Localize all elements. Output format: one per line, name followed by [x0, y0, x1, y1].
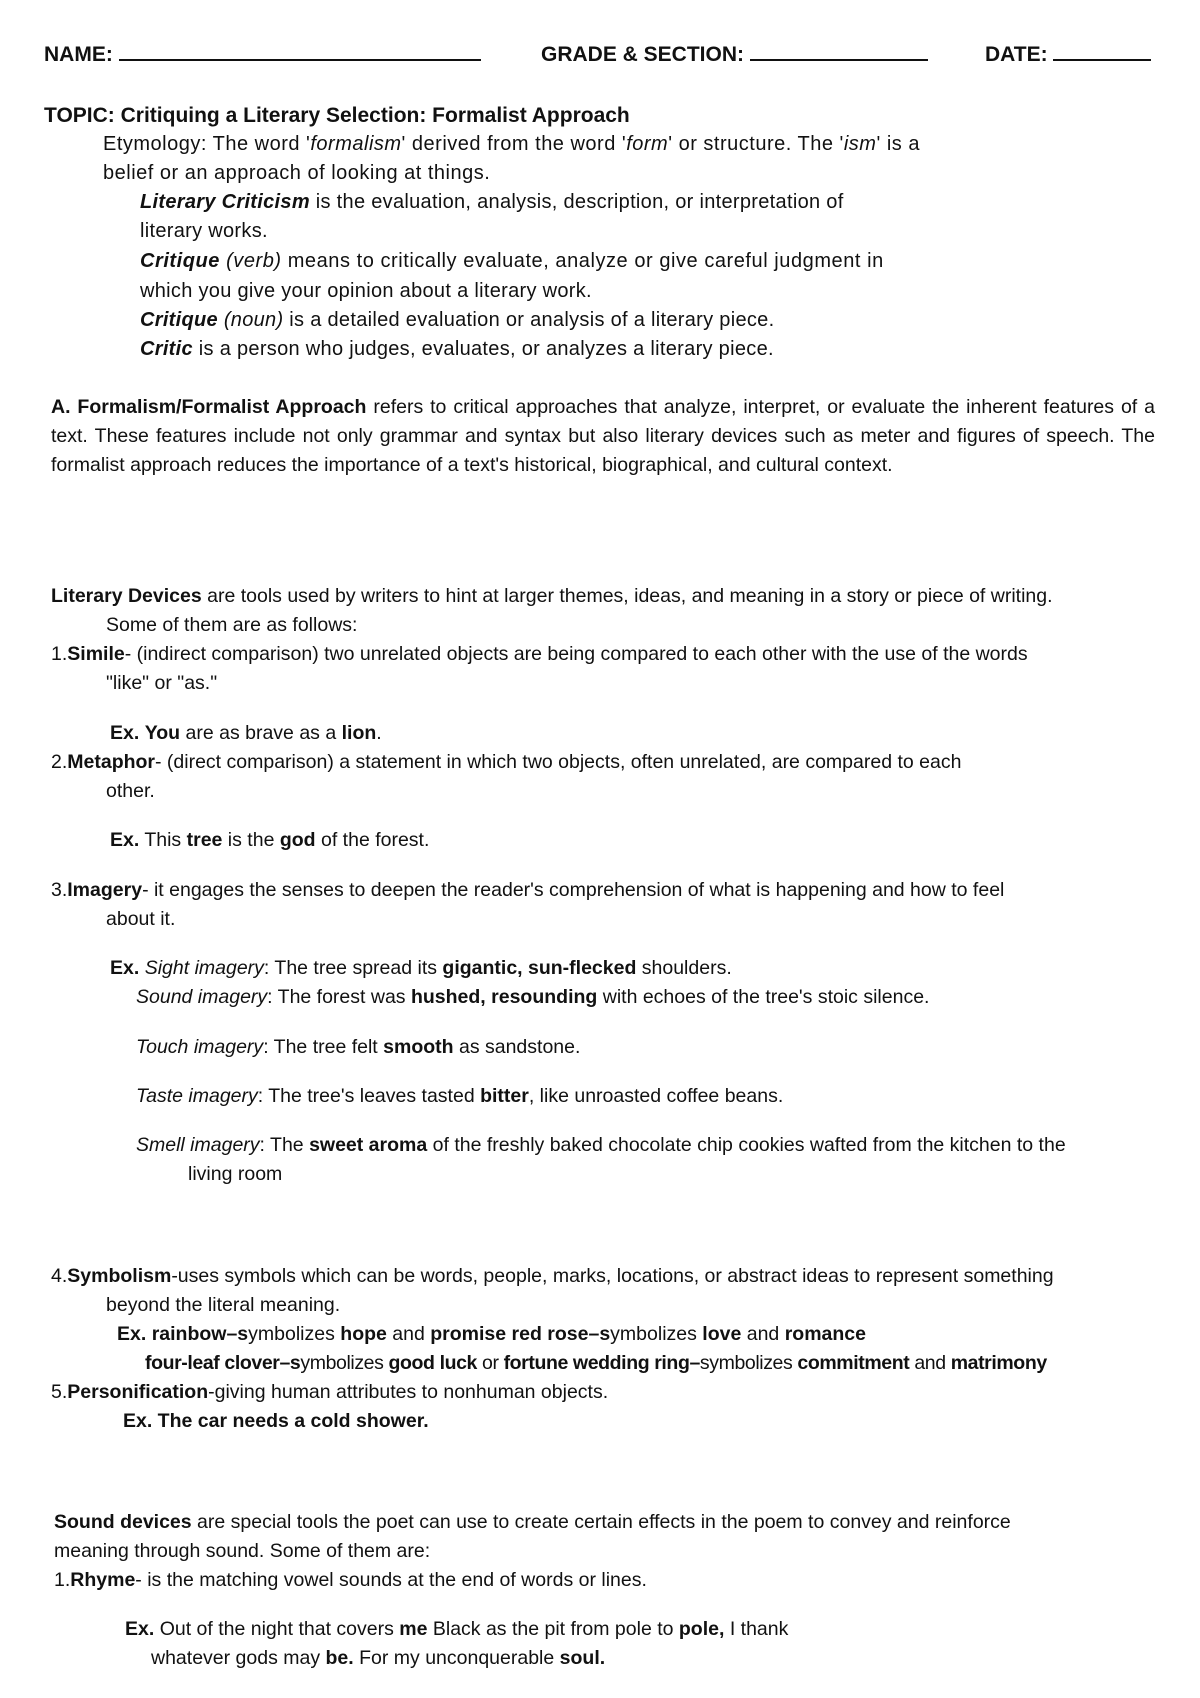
definition-literary-criticism: Literary Criticism is the evaluation, analysis, description, or interpretation of — [140, 191, 844, 213]
simile-example: Ex. You are as brave as a lion. — [110, 722, 382, 744]
date-field — [985, 40, 1151, 69]
etymology-line: Etymology: The word 'formalism' derived from the word 'form' or structure. The 'ism' is a — [103, 133, 920, 155]
imagery-smell-example: Smell imagery: The sweet aroma of the freshly baked chocolate chip cookies wafted from the kitchen to the — [136, 1134, 1066, 1156]
personification-example: Ex. The car needs a cold shower. — [123, 1410, 429, 1432]
rhyme-item: 1.Rhyme- is the matching vowel sounds at the end of words or lines. — [54, 1569, 647, 1591]
definition-literary-criticism-cont: literary works. — [140, 220, 268, 242]
imagery-item-cont: about it. — [106, 908, 176, 930]
metaphor-item-cont: other. — [106, 780, 155, 802]
name-label: NAME: — [44, 43, 113, 66]
symbolism-item-cont: beyond the literal meaning. — [106, 1294, 341, 1316]
date-blank[interactable] — [1053, 59, 1151, 61]
literary-devices-intro: Literary Devices are tools used by writers to hint at larger themes, ideas, and meaning in a story or piece of writing. — [51, 585, 1053, 607]
definition-critique-noun: Critique (noun) is a detailed evaluation or analysis of a literary piece. — [140, 309, 775, 331]
imagery-smell-example-cont: living room — [188, 1163, 283, 1185]
symbolism-example-2: four-leaf clover–symbolizes good luck or fortune wedding ring–symbolizes commitment and matrimony — [145, 1352, 1047, 1374]
name-field — [44, 40, 481, 69]
grade-label: GRADE & SECTION: — [541, 43, 745, 66]
metaphor-item: 2.Metaphor- (direct comparison) a statement in which two objects, often unrelated, are compared to each — [51, 751, 962, 773]
definition-critic: Critic is a person who judges, evaluates, or analyzes a literary piece. — [140, 338, 774, 360]
imagery-touch-example: Touch imagery: The tree felt smooth as sandstone. — [136, 1036, 581, 1058]
rhyme-example: Ex. Out of the night that covers me Black as the pit from pole to pole, I thank — [125, 1618, 789, 1640]
simile-item-cont: "like" or "as." — [106, 672, 218, 694]
literary-devices-intro-2: Some of them are as follows: — [106, 614, 358, 636]
sound-devices-intro: Sound devices are special tools the poet can use to create certain effects in the poem to convey and reinforce — [54, 1511, 1011, 1533]
imagery-sound-example: Sound imagery: The forest was hushed, resounding with echoes of the tree's stoic silence. — [136, 986, 930, 1008]
formalism-paragraph: A. Formalism/Formalist Approach refers to critical approaches that analyze, interpret, or evaluate the inherent features of a text. These features include not only grammar and syntax but also literary devices such as meter and figures of speech. The formalist approach reduces the importance of a text's historical, biographical, and cultural context. — [51, 396, 1155, 476]
definition-critique-verb: Critique (verb) means to critically evaluate, analyze or give careful judgment in — [140, 250, 884, 272]
etymology-line-2: belief or an approach of looking at things. — [103, 162, 491, 184]
imagery-sight-example: Ex. Sight imagery: The tree spread its gigantic, sun-flecked shoulders. — [110, 957, 732, 979]
metaphor-example: Ex. This tree is the god of the forest. — [110, 829, 430, 851]
personification-item: 5.Personification-giving human attributes to nonhuman objects. — [51, 1381, 609, 1403]
symbolism-example-1: Ex. rainbow–symbolizes hope and promise red rose–symbolizes love and romance — [117, 1323, 866, 1345]
rhyme-example-cont: whatever gods may be. For my unconquerable soul. — [151, 1647, 606, 1669]
grade-section-field — [541, 40, 928, 69]
name-blank[interactable] — [119, 59, 481, 61]
simile-item: 1.Simile- (indirect comparison) two unrelated objects are being compared to each other with the use of the words — [51, 643, 1028, 665]
topic-title: TOPIC: Critiquing a Literary Selection: Formalist Approach — [44, 104, 630, 127]
date-label: DATE: — [985, 43, 1048, 66]
sound-devices-intro-2: meaning through sound. Some of them are: — [54, 1540, 431, 1562]
definition-critique-verb-cont: which you give your opinion about a literary work. — [140, 280, 592, 302]
symbolism-item: 4.Symbolism-uses symbols which can be words, people, marks, locations, or abstract ideas to represent something — [51, 1265, 1054, 1287]
imagery-item: 3.Imagery- it engages the senses to deepen the reader's comprehension of what is happening and how to feel — [51, 879, 1005, 901]
imagery-taste-example: Taste imagery: The tree's leaves tasted bitter, like unroasted coffee beans. — [136, 1085, 784, 1107]
grade-blank[interactable] — [750, 59, 928, 61]
